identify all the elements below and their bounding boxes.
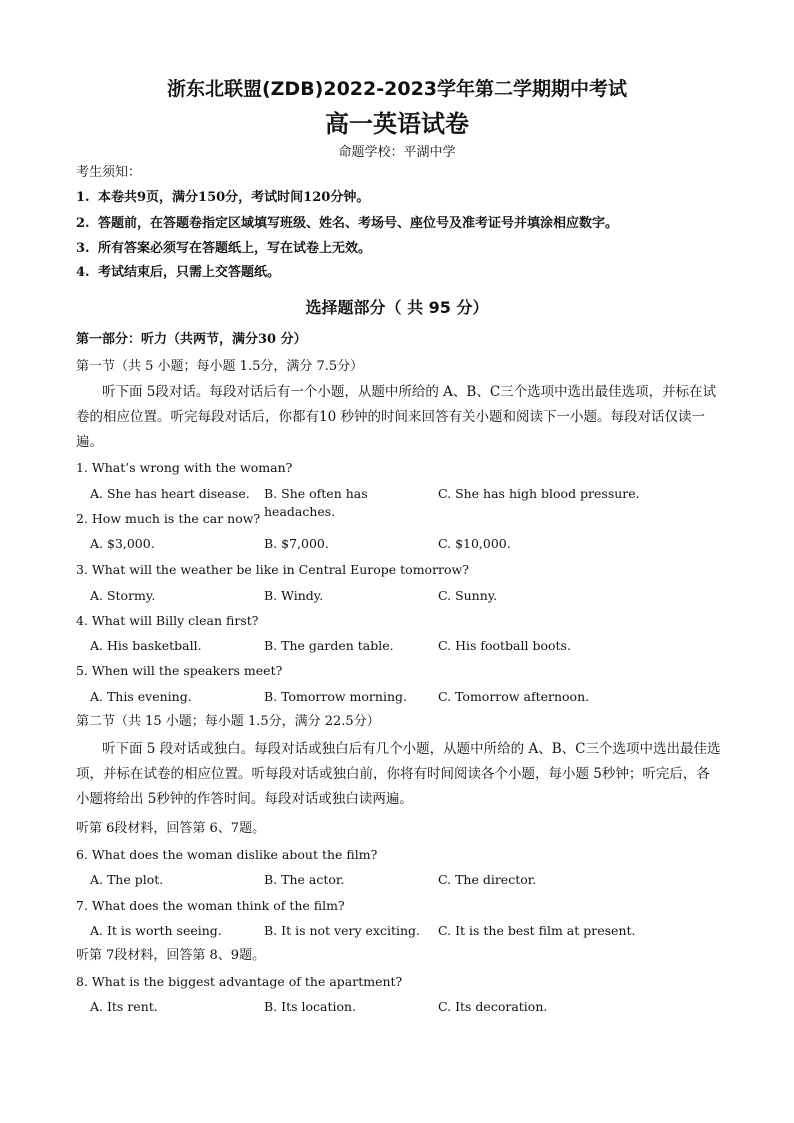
option-c: C. $10,000. (438, 536, 511, 551)
question-3: 3. What will the weather be like in Central Europe tomorrow? (76, 562, 469, 577)
exam-title: 浙东北联盟(ZDB)2022-2023学年第二学期期中考试 (166, 78, 628, 100)
material-7-heading: 听第 7段材料，回答第 8、9题。 (76, 948, 266, 963)
options-2 (76, 535, 722, 553)
notice-item: 2. 答题前，在答题卷指定区域填写班级、姓名、考场号、座位号及准考证号并填涂相应数字。 (76, 216, 619, 231)
notice-heading: 考生须知： (76, 165, 142, 180)
question-6: 6. What does the woman dislike about the film? (76, 847, 378, 862)
option-a: A. His basketball. (90, 638, 202, 653)
question-1: 1. What’s wrong with the woman? (76, 460, 293, 475)
section1-heading: 第一节（共 5 小题；每小题 1.5分，满分 7.5分） (76, 359, 364, 374)
options-6 (76, 871, 722, 889)
option-c: C. Tomorrow afternoon. (438, 689, 590, 704)
options-4 (76, 637, 722, 655)
exam-school: 命题学校：平湖中学 (338, 145, 456, 160)
option-b: B. Its location. (264, 999, 357, 1014)
section2-heading: 第二节（共 15 小题；每小题 1.5分，满分 22.5分） (76, 714, 380, 729)
option-c: C. Its decoration. (438, 999, 548, 1014)
notice-item: 4. 考试结束后，只需上交答题纸。 (76, 265, 281, 280)
option-b: B. Tomorrow morning. (264, 689, 407, 704)
option-b: B. It is not very exciting. (264, 923, 420, 938)
option-b: B. Windy. (264, 588, 324, 603)
option-a: A. $3,000. (90, 536, 155, 551)
notice-item: 3. 所有答案必须写在答题纸上，写在试卷上无效。 (76, 241, 372, 256)
material-6-heading: 听第 6段材料，回答第 6、7题。 (76, 821, 266, 836)
option-a: A. Its rent. (90, 999, 158, 1014)
options-5 (76, 688, 722, 706)
section2-instructions: 听下面 5 段对话或独白。每段对话或独白后有几个小题，从题中所给的 A、B、C三个选项中选出最佳选项，并标在试卷的相应位置。听每段对话或独白前，你将有时间阅读各个小题，每小题 5秒钟；听完后，各小题将给出 5秒钟的作答时间。每段对话或独白读两遍。 (76, 741, 721, 807)
section1-instructions: 听下面 5段对话。每段对话后有一个小题，从题中所给的 A、B、C三个选项中选出最佳选项，并标在试卷的相应位置。听完每段对话后，你都有10 秒钟的时间来回答有关小题和阅读下一小题。每段对话仅读一遍。 (76, 384, 717, 450)
option-b: B. The garden table. (264, 638, 394, 653)
options-7 (76, 922, 722, 940)
option-b: B. The actor. (264, 872, 345, 887)
option-a: A. It is worth seeing. (90, 923, 222, 938)
option-b: B. She often has headaches. (264, 486, 368, 519)
option-a: A. Stormy. (90, 588, 156, 603)
options-8 (76, 998, 722, 1016)
option-c: C. It is the best film at present. (438, 923, 636, 938)
option-c: C. Sunny. (438, 588, 498, 603)
question-4: 4. What will Billy clean first? (76, 613, 259, 628)
option-c: C. She has high blood pressure. (438, 486, 640, 501)
option-c: C. The director. (438, 872, 537, 887)
option-a: A. She has heart disease. (90, 486, 250, 501)
options-3 (76, 587, 722, 605)
option-b: B. $7,000. (264, 536, 329, 551)
part-heading: 第一部分：听力（共两节，满分30 分） (76, 332, 307, 347)
option-c: C. His football boots. (438, 638, 571, 653)
notice-item: 1. 本卷共9页，满分150分，考试时间120分钟。 (76, 190, 370, 205)
option-a: A. The plot. (90, 872, 164, 887)
option-a: A. This evening. (90, 689, 192, 704)
section-title: 选择题部分（ 共 95 分） (305, 298, 489, 317)
question-2: 2. How much is the car now? (76, 511, 261, 526)
question-7: 7. What does the woman think of the film? (76, 898, 345, 913)
question-8: 8. What is the biggest advantage of the apartment? (76, 974, 403, 989)
exam-subtitle: 高一英语试卷 (325, 110, 469, 138)
question-5: 5. When will the speakers meet? (76, 663, 283, 678)
